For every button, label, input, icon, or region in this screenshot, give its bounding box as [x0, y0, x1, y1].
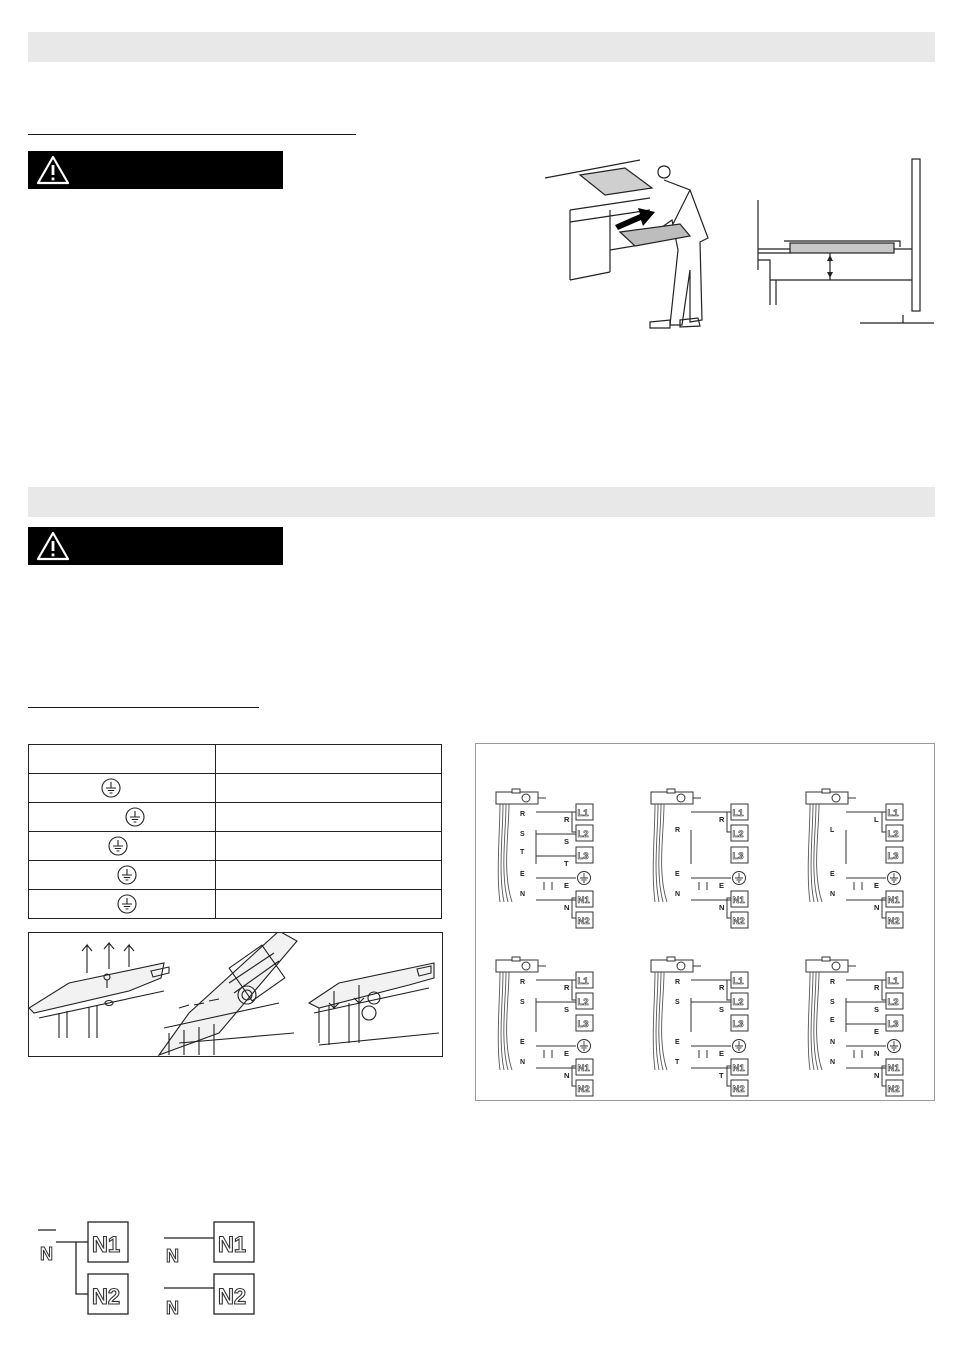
terminal-side-label: N	[874, 1049, 880, 1058]
table-row	[29, 774, 442, 803]
terminal-side-label: E	[874, 1027, 880, 1036]
wire-label: R	[675, 979, 681, 986]
subheading-underline	[28, 707, 259, 708]
terminal-side-label: N	[874, 903, 880, 912]
terminal-label: L2	[577, 997, 589, 1008]
terminal-label: N1	[577, 1063, 590, 1074]
wiring-diagram	[651, 957, 748, 1096]
wire-label: L	[830, 827, 835, 834]
neutral-wire-label: N	[40, 1244, 53, 1264]
neutral-wire-label: N	[166, 1246, 179, 1266]
terminal-side-label: L	[874, 815, 879, 824]
terminal-label: L3	[732, 851, 744, 862]
wiring-diagrams-panel	[475, 743, 935, 1101]
terminal-side-label: R	[564, 815, 570, 824]
terminal-label: L1	[887, 808, 899, 819]
wiring-diagram	[651, 789, 748, 928]
wire-label: N	[520, 1059, 526, 1066]
wire-label: N	[830, 1039, 836, 1046]
table-header-cell	[29, 745, 216, 774]
terminal-side-label: N	[874, 1071, 880, 1080]
table-row	[29, 861, 442, 890]
wire-label: E	[830, 1017, 835, 1024]
section-header-installation	[28, 32, 935, 62]
wire-label: E	[520, 1039, 525, 1046]
terminal-label: L1	[577, 976, 589, 987]
wire-label: N	[675, 891, 681, 898]
terminal-label: L1	[887, 976, 899, 987]
terminal-label: N2	[732, 1084, 745, 1095]
terminal-side-label: R	[874, 983, 880, 992]
earth-ground-icon	[117, 894, 137, 914]
wire-label: S	[675, 999, 680, 1006]
terminal-block-illustrations	[28, 932, 443, 1057]
table-row	[29, 803, 442, 832]
wire-label: N	[830, 891, 836, 898]
section-header-electrical	[28, 487, 935, 517]
neutral-wire-label: N	[166, 1298, 179, 1318]
terminal-label: L3	[887, 851, 899, 862]
wire-label: E	[520, 871, 525, 878]
terminal-label: N1	[887, 895, 900, 906]
table-header-row	[29, 745, 442, 774]
terminal-side-label: N	[719, 903, 725, 912]
wire-label: E	[675, 871, 680, 878]
terminal-label: N1	[577, 895, 590, 906]
terminal-side-label: E	[874, 881, 880, 890]
wire-label: N	[830, 1059, 836, 1066]
wiring-diagram	[806, 957, 903, 1096]
wire-label: R	[675, 827, 681, 834]
neutral-bridged-diagram	[38, 1222, 128, 1314]
terminal-label: L3	[887, 1019, 899, 1030]
wire-label: R	[520, 979, 526, 986]
terminal-side-label: E	[564, 881, 570, 890]
wiring-diagrams	[476, 744, 934, 1100]
terminal-label: L2	[732, 997, 744, 1008]
terminal-side-label: N	[564, 903, 570, 912]
wire-label: S	[520, 999, 525, 1006]
wire-label: E	[675, 1039, 680, 1046]
terminal-side-label: T	[719, 1071, 724, 1080]
warning-banner-installation	[28, 151, 283, 189]
terminal-n1-label: N1	[92, 1232, 121, 1257]
wire-label: E	[830, 871, 835, 878]
terminal-side-label: N	[564, 1071, 570, 1080]
terminal-label: L1	[732, 808, 744, 819]
terminal-side-label: S	[564, 837, 570, 846]
terminal-side-label: S	[719, 1005, 725, 1014]
earth-ground-icon	[125, 807, 145, 827]
terminal-label: N2	[887, 916, 900, 927]
terminal-cover-removal-illustration	[29, 933, 442, 1056]
terminal-side-label: R	[719, 815, 725, 824]
wire-label: T	[520, 849, 525, 856]
terminal-label: L1	[577, 808, 589, 819]
earth-ground-icon	[117, 865, 137, 885]
wiring-diagram	[496, 957, 593, 1096]
wire-label: S	[830, 999, 835, 1006]
neutral-bridge-diagrams	[30, 1218, 270, 1322]
neutral-separate-diagram	[164, 1222, 254, 1318]
terminal-side-label: S	[564, 1005, 570, 1014]
terminal-label: N1	[732, 895, 745, 906]
table-header-cell	[216, 745, 442, 774]
terminal-label: N2	[887, 1084, 900, 1095]
terminal-label: L3	[577, 1019, 589, 1030]
terminal-label: L2	[732, 829, 744, 840]
terminal-side-label: R	[719, 983, 725, 992]
terminal-label: L3	[577, 851, 589, 862]
wiring-diagram	[806, 789, 903, 928]
terminal-label: L2	[577, 829, 589, 840]
terminal-side-label: E	[564, 1049, 570, 1058]
terminal-label: L2	[887, 997, 899, 1008]
terminal-side-label: T	[564, 859, 569, 868]
terminal-label: L3	[732, 1019, 744, 1030]
terminal-label: N2	[577, 916, 590, 927]
table-row	[29, 890, 442, 919]
wire-label: S	[520, 831, 525, 838]
terminal-n1-label: N1	[218, 1232, 247, 1257]
wire-label: R	[830, 979, 836, 986]
terminal-side-label: S	[874, 1005, 880, 1014]
earth-ground-icon	[101, 778, 121, 798]
warning-triangle-icon	[36, 155, 70, 185]
table-row	[29, 832, 442, 861]
terminal-label: N2	[732, 916, 745, 927]
subheading-underline	[28, 134, 356, 135]
terminal-label: L1	[732, 976, 744, 987]
terminal-label: N2	[577, 1084, 590, 1095]
terminal-n2-label: N2	[218, 1284, 247, 1309]
terminal-label: N1	[887, 1063, 900, 1074]
terminal-side-label: R	[564, 983, 570, 992]
wire-label: T	[675, 1059, 680, 1066]
terminal-label: N1	[732, 1063, 745, 1074]
wiring-diagram	[496, 789, 593, 928]
wire-label: R	[520, 811, 526, 818]
wire-label: N	[520, 891, 526, 898]
terminal-side-label: E	[719, 1049, 725, 1058]
terminal-n2-label: N2	[92, 1284, 121, 1309]
cross-section-diagram	[748, 155, 938, 330]
warning-triangle-icon	[36, 531, 70, 561]
terminal-side-label: E	[719, 881, 725, 890]
installation-illustration	[540, 150, 740, 330]
earth-ground-icon	[108, 836, 128, 856]
connection-table	[28, 744, 442, 919]
warning-banner-electrical	[28, 527, 283, 565]
terminal-label: L2	[887, 829, 899, 840]
